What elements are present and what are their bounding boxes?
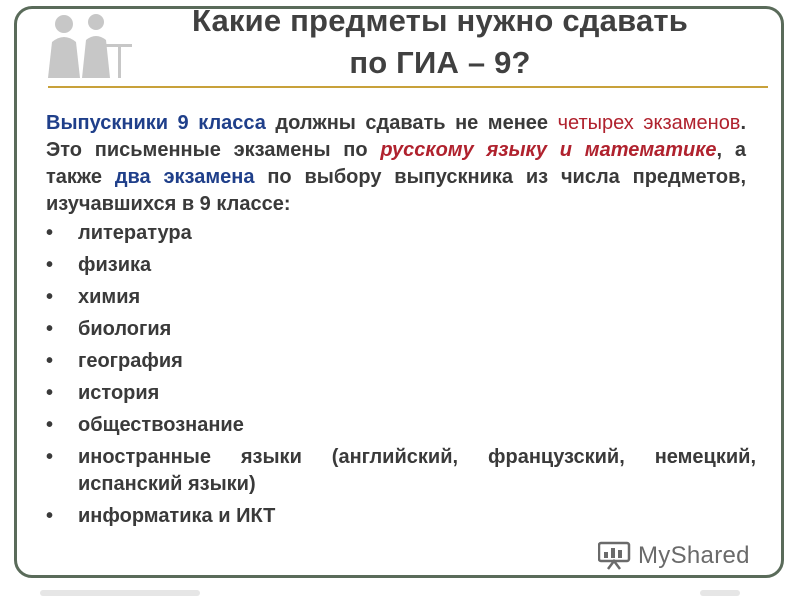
list-item xyxy=(46,220,756,247)
intro-two-exams: два экзамена xyxy=(114,166,255,188)
bullet: • xyxy=(46,382,54,404)
list-item xyxy=(46,503,756,530)
intro-text-1: должны сдавать не менее xyxy=(265,112,558,134)
list-item xyxy=(46,316,756,343)
list-item xyxy=(46,444,756,498)
bullet: • xyxy=(46,286,54,308)
myshared-logo-icon xyxy=(598,541,632,571)
slide-title xyxy=(130,0,750,84)
subject-label: биология xyxy=(78,318,172,340)
list-item xyxy=(46,412,756,439)
bullet: • xyxy=(46,505,54,527)
subject-label: иностранные языки (английский, французский, немецкий, испанский языки) xyxy=(78,446,756,495)
bullet: • xyxy=(46,414,54,436)
presenters-silhouette-icon xyxy=(34,10,134,80)
watermark-label: MyShared xyxy=(638,542,750,569)
list-item xyxy=(46,380,756,407)
title-divider xyxy=(48,86,768,88)
bullet: • xyxy=(46,254,54,276)
intro-required-subjects: русскому языку и математике xyxy=(380,139,717,161)
subject-label: химия xyxy=(78,286,141,308)
footer-page-blur xyxy=(700,590,740,596)
intro-text-3: , а также xyxy=(46,139,746,188)
footer-text-blur xyxy=(40,590,200,596)
list-item xyxy=(46,252,756,279)
intro-four-exams: четырех экзаменов xyxy=(557,112,741,134)
subject-label: информатика и ИКТ xyxy=(78,505,276,527)
myshared-watermark[interactable] xyxy=(598,538,750,574)
bullet: • xyxy=(46,446,54,468)
intro-text-2: . Это письменные экзамены по xyxy=(46,112,746,161)
bullet: • xyxy=(46,350,54,372)
subjects-list xyxy=(46,220,756,535)
title-line-2: по ГИА – 9? xyxy=(349,45,531,80)
bullet: • xyxy=(46,222,54,244)
intro-text-4: по выбору выпускника из числа предметов, изучавшихся в 9 классе: xyxy=(46,166,747,215)
subject-label: литература xyxy=(78,222,192,244)
subject-label: география xyxy=(78,350,183,372)
bullet: • xyxy=(46,318,54,340)
list-item xyxy=(46,284,756,311)
subject-label: история xyxy=(78,382,160,404)
intro-paragraph xyxy=(46,110,746,218)
title-line-1: Какие предметы нужно сдавать xyxy=(191,3,689,38)
subject-label: обществознание xyxy=(78,414,244,436)
subject-label: физика xyxy=(78,254,152,276)
list-item xyxy=(46,348,756,375)
intro-graduates: Выпускники 9 класса xyxy=(46,112,266,134)
